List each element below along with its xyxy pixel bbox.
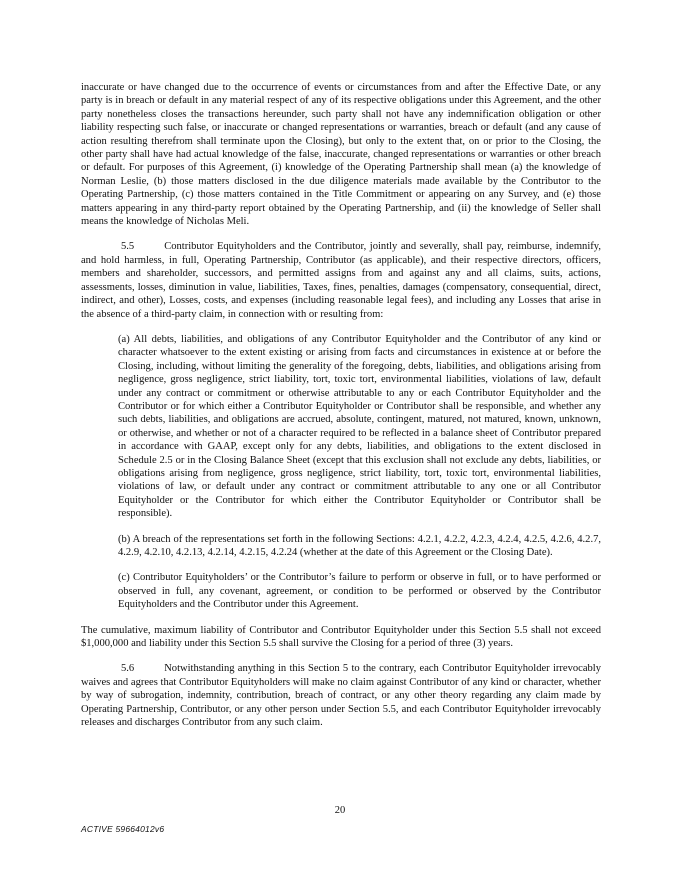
paragraph-text: Contributor Equityholders and the Contributor, jointly and severally, shall pay, reimburse, indemnify, and hold harmless, in full, Operating Partnership, Contributor (as applicable), and their respective directors, officers, members and shareholder, successors, and permitted assigns from and against any and all claims, suits, actions, assessments, losses, diminution in value, liabilities, Taxes, fines, penalties, damages (compensatory, consequential, direct, indirect, and other), Losses, costs, and expenses (including reasonable legal fees), and including any Losses that arise in the absence of a third-party claim, in connection with or resulting from: bbox=[81, 241, 601, 320]
paragraph-text: (a) All debts, liabilities, and obligations of any Contributor Equityholder and the Contributor of any kind or character whatsoever to the extent existing or arising from facts and circumstances in existence at or before the Closing, including, without limiting the generality of the foregoing, debts, liabilities, and obligations arising from negligence, gross negligence, strict liability, tort, toxic tort, environmental liabilities, violations of law, default under any contract or commitment or otherwise attributable to any or each Contributor Equityholder and the Contributor or for which either a Contributor Equityholder or Contributor shall be responsible, and whether any such debts, liabilities, and obligations are accrued, absolute, contingent, matured, not matured, known, unknown, or otherwise, and whether or not of a character required to be reflected in a balance sheet of Contributor prepared in accordance with GAAP, except only for any debts, liabilities, and obligations to the extent disclosed in Schedule 2.5 or in the Closing Balance Sheet (except that this exclusion shall not exclude any debts, liabilities, or obligations arising from negligence, gross negligence, strict liability, tort, toxic tort, environmental liabilities, violations of law, or default under any contract or commitment attributable to any one or all Contributor Equityholder or the Contributor for which either the Contributor Equityholder or Contributor shall be responsible). bbox=[118, 333, 601, 520]
section-number: 5.6 bbox=[121, 663, 135, 675]
paragraph-text: inaccurate or have changed due to the occurrence of events or circumstances from and after the Effective Date, or any party is in breach or default in any material respect of any of its respective obligations under this Agreement, and the other party nonetheless closes the transactions hereunder, such party shall not have any indemnification obligation or other liability respecting such false, or inaccurate or changed representations or warranties, breach or default (and any cause of action resulting therefrom shall terminate upon the Closing), but only to the extent that, on or prior to the Closing, the other party shall have had actual knowledge of the false, inaccurate, changed representations or warranties or other breach or default. For purposes of this Agreement, (i) knowledge of the Operating Partnership shall mean (a) the knowledge of Norman Leslie, (b) those matters disclosed in the due diligence materials made available by the Contributor to the Operating Partnership, (c) those matters contained in the Title Commitment or appearing on any Survey, and (e) those matters appearing in any third-party report obtained by the Operating Partnership, and (ii) the knowledge of Seller shall means the knowledge of Nicholas Meli. bbox=[81, 82, 601, 228]
footer-document-id: ACTIVE 59664012v6 bbox=[81, 824, 165, 834]
paragraph-text: (c) Contributor Equityholders’ or the Contributor’s failure to perform or observe in full, or to have performed or observed in full, any covenant, agreement, or condition to be performed or observed by the Contributor Equityholders and the Contributor under this Agreement. bbox=[118, 572, 601, 611]
liability-cap-paragraph bbox=[81, 624, 601, 651]
section-5-6-paragraph bbox=[81, 662, 601, 729]
section-number: 5.5 bbox=[121, 241, 135, 253]
page-number: 20 bbox=[334, 805, 346, 816]
clause-b-paragraph bbox=[118, 533, 601, 560]
clause-a-paragraph bbox=[118, 333, 601, 521]
paragraph-text: The cumulative, maximum liability of Contributor and Contributor Equityholder under this Section 5.5 shall not exceed $1,000,000 and liability under this Section 5.5 shall survive the Closing for a period of three (3) years. bbox=[81, 624, 601, 650]
document-body bbox=[81, 81, 601, 741]
continuation-paragraph bbox=[81, 81, 601, 228]
section-5-5-paragraph bbox=[81, 240, 601, 320]
paragraph-text: Notwithstanding anything in this Section 5 to the contrary, each Contributor Equityholder irrevocably waives and agrees that Contributor Equityholders will make no claim against Contributor of any kind or character, whether by way of subrogation, indemnity, contribution, breach of contract, or any other theory regarding any claim made by Operating Partnership, Contributor, or any other person under Section 5.5, and each Contributor Equityholder irrevocably releases and discharges Contributor from any such claim. bbox=[81, 663, 601, 729]
paragraph-text: (b) A breach of the representations set forth in the following Sections: 4.2.1, 4.2.2, 4.2.3, 4.2.4, 4.2.5, 4.2.6, 4.2.7, 4.2.9, 4.2.10, 4.2.13, 4.2.14, 4.2.15, 4.2.24 (whether at the date of this Agreement or the Closing Date). bbox=[118, 533, 601, 558]
clause-c-paragraph bbox=[118, 571, 601, 611]
